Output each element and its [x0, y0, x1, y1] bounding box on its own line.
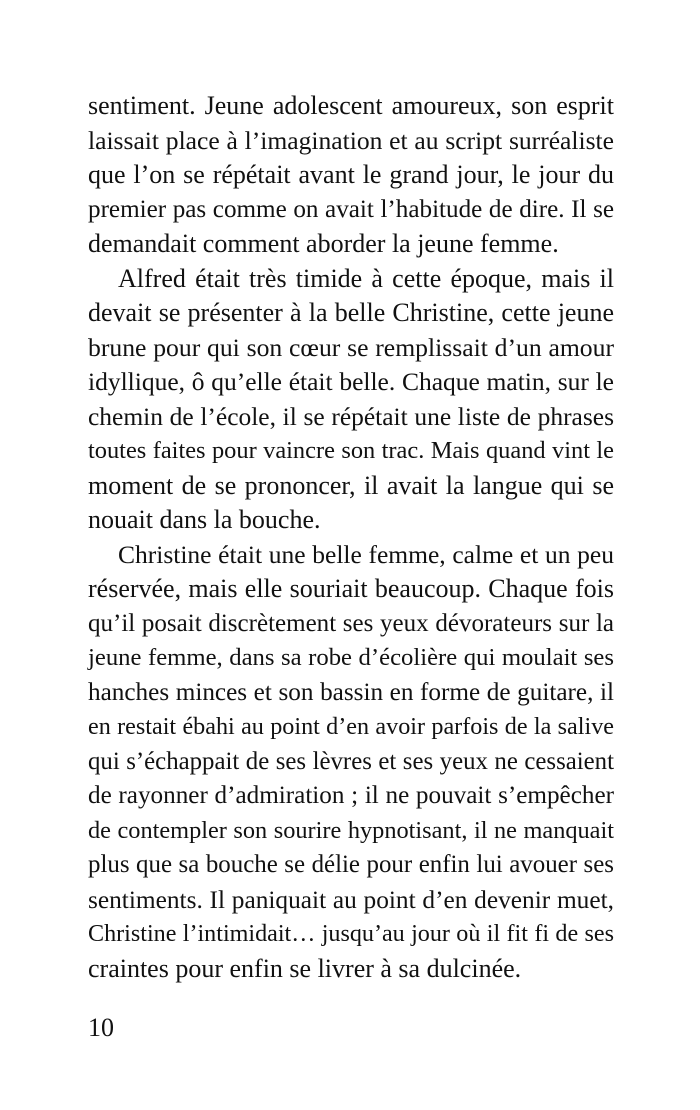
- text-line: de contempler son sourire hypnotisant, il ne manquait: [88, 816, 614, 844]
- text-line: hanches minces et son bassin en forme de guitare, il: [88, 678, 614, 706]
- text-line: toutes faites pour vaincre son trac. Mais quand vint le: [88, 437, 614, 464]
- text-line: sentiment. Jeune adolescent amoureux, son esprit: [88, 91, 614, 120]
- text-line: devait se présenter à la belle Christine, cette jeune: [88, 298, 614, 327]
- text-line: sentiments. Il paniquait au point d’en devenir muet,: [88, 885, 614, 914]
- paragraph-2: [88, 262, 614, 538]
- text-line: réservée, mais elle souriait beaucoup. Chaque fois: [88, 574, 614, 603]
- text-line: brune pour qui son cœur se remplissait d’un amour: [88, 332, 614, 362]
- paragraph-3: [88, 538, 614, 987]
- paragraph-1: [88, 89, 614, 262]
- text-line: qu’il posait discrètement ses yeux dévorateurs sur la: [88, 609, 614, 637]
- page-number: 10: [88, 1013, 114, 1042]
- text-line: Christine était une belle femme, calme et un peu: [118, 539, 614, 569]
- text-line: de rayonner d’admiration ; il ne pouvait s’empêcher: [88, 782, 614, 809]
- text-line: plus que sa bouche se délie pour enfin lui avouer ses: [88, 851, 614, 878]
- text-line: craintes pour enfin se livrer à sa dulcinée.: [88, 953, 522, 983]
- text-line: laissait place à l’imagination et au script surréaliste: [88, 125, 614, 155]
- text-line: en restait ébahi au point d’en avoir parfois de la salive: [88, 713, 614, 740]
- text-line: Alfred était très timide à cette époque, mais il: [118, 263, 614, 293]
- text-line: moment de se prononcer, il avait la langue qui se: [88, 470, 614, 500]
- text-line: idyllique, ô qu’elle était belle. Chaque matin, sur le: [88, 367, 614, 396]
- text-line: jeune femme, dans sa robe d’écolière qui moulait ses: [88, 644, 614, 671]
- text-line: Christine l’intimidait… jusqu’au jour où il fit fi de ses: [88, 921, 614, 947]
- body-text: [88, 89, 614, 986]
- text-line: demandait comment aborder la jeune femme.: [88, 229, 559, 258]
- text-line: chemin de l’école, il se répétait une liste de phrases: [88, 401, 614, 431]
- text-line: nouait dans la bouche.: [88, 505, 321, 534]
- text-line: que l’on se répétait avant le grand jour, le jour du: [88, 160, 614, 189]
- text-line: premier pas comme on avait l’habitude de dire. Il se: [88, 195, 614, 223]
- text-line: qui s’échappait de ses lèvres et ses yeux ne cessaient: [88, 747, 614, 775]
